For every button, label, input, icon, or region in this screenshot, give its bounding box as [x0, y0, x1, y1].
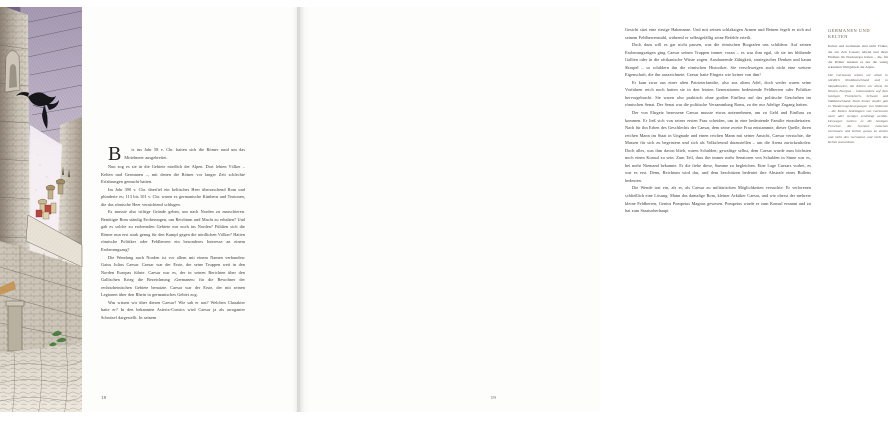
margin-note-paragraph: Die Germanen lebten vor allem in nördlich Norddeutschland und in Skandinavien, die Kelten vor allem im Westen Europas – insbesondere auf dem heutigen Frankreich, Schweiz und Süddeutschland. Doch immer wieder gab es Wanderungsbewegungen von Stämmen – die Kelten bedrängten von Germanen mehr oder weniger verdrängt werden. Deswegen meinen es die heutigen Forscher, die Grenzen zwischen Germanen und Kelten genau zu ziehen und nicht den Germanen und nicht den Kelten zuzuordnen.	[828, 73, 888, 144]
page-number-right: 19	[490, 395, 496, 400]
paragraph: Die Wende trat ein, als er, als Caesar zu militärischen Möglichkeiten versuchte. Er verlorenen schließlich eine Lösung: Mann das damalige Rom, kleiner Arktiker Caesar, und wie oberst der mehrere kleine Feldherren, Genius Pompeius Magnus gewesen. Pompeius wurde er zum Konsul ernannt und zu hat zum Staatsoberhaupt	[625, 185, 811, 214]
paragraph: Die Wendung nach Norden ist vor allem mit einem Namen verbunden: Gaius Julius Caesar. Caesar war der Erste, der seine Truppen weit in den Norden Europas führte. Caesar war es, der in seinen Berichten über den Gallischen Krieg die Bezeichnung ›Germanen‹ für die Bewohner der rechtsrheinischen Gebiete benutzte. Caesar war der Erste, der mit seinen Legionen über den Rhein in germanisches Gebiet zog.	[101, 254, 245, 298]
page-top-trim	[0, 0, 600, 7]
paragraph: Der von Ehrgeiz besessene Caesar musste etwas unternehmen, um zu Geld und Einfluss zu kommen. Er ließ sich von seiner ersten Frau scheiden, um in eine bedeutende Familie einzuheiraten. Nach für ihn Erben des Geschlechts der Caesar, dem seine zweite Frau entstammte, dieser Quelle, ihren reichen Mann im Staat in Ungnade und einen reichen Mann mit seiner Ansicht, Caesar versuchte, die Massen für sich zu begeistern und sich als Volksfreund darzustellen – um die Arena zurückzuholen. Doch alles, was ihm davon blieb, waren Schulden; gewaltige selbst, dem Caesar wurde zum höchsten noch einen Konsul zu sein. Zum Teil, dass ihn immer mehr Senatoren von Schulden in Sinne war es, bei mehr Niemand bekannte. Er die fiebe diese, Summe zu begleichen. Eine Lage Caesars vorbei, es war es erst. Denn, Reichtum wird das, und dem beschützen bedeutet ihre Abstrafe eines Bullens bedeuten.	[625, 110, 811, 183]
margin-note	[828, 28, 888, 148]
margin-note-paragraph: Kelten und Germanen sind nicht Völker, die zur Zeit Caesars lebend und ihren Einfluss im Nordeuropa haben – die, für die Römer nannten es nur die wenig erkannten Weltgebiete der Alpen.	[828, 44, 888, 69]
paragraph: Doch dazu will es gar nicht passen, was die römischen Biografen uns schildern. Auf seinen Eroberungszügen ging Caesar seinen Truppen immer voran – es war ihm egal, ob sie ins blühende Gallien oder in die afrikanische Wüste zogen. Ausdauernde Zähigkeit, strategisches Denken und kaum Skrupel – so schildern ihn die römischen Historiker. Sie verschweigen auch nicht eine weitere Eigenschaft, die ihn auszeichnete: Caesar hatte Ehrgeiz wie keiner von ihm!	[625, 42, 811, 78]
page-number-left: 18	[101, 395, 107, 400]
left-page	[0, 0, 300, 422]
margin-note-heading: GERMANEN UND KELTEN	[828, 28, 871, 40]
paragraph: Im Jahr 390 v. Chr. überfiel ein keltisches Heer überraschend Rom und plünderte es; 113 bis 101 v. Chr. waren es germanische Kimbern und Teutonen, die das römische Heer vernichtend schlugen.	[101, 186, 245, 207]
page-bottom-trim	[0, 412, 600, 422]
paragraph: Es musste also triftige Gründe geben, um nach Norden zu marschieren. Benötigte Rom ständig Eroberungen, um Reichtum und Macht zu erhalten? Und gab es solche zu erobernden Gebiete nur noch im Norden? Fühlten sich die Römer nun erst stark genug für den Kampf gegen die nördlichen Völker? Hatten römische Politiker oder Feldherren ein besonderes Interesse an einem Eroberungszug?	[101, 209, 245, 253]
right-column-body	[625, 26, 811, 215]
paragraph: Gesicht sitzt eine riesige Hakennase. Und mit seinen schlaksigen Armen und Beinen fegelt er sich auf seinem Feldherrenstuhl, während er selbstgefällig seine Befehle erteilt.	[625, 27, 811, 40]
roman-street-scene-illustration	[0, 5, 82, 417]
paragraph: Er kam zwar aus einer alten Patrizierfamilie, also aus altem Adel, doch weder waren seine Vorfahren reich noch hatten sie in den letzten Generationen bedeutende Feldherren oder Politiker hervorgebracht. Sie waren also praktisch ohne großen Einfluss auf das politische Geschehen im römischen Senat. Der Senat war die politische Versammlung Roms, zu der nur Adelige Zugang hatten.	[625, 79, 811, 108]
right-page	[300, 0, 888, 422]
paragraph	[101, 143, 245, 165]
paragraph: Was wissen wir über diesen Caesar? Wie sah er aus? Welchen Charakter hatte er? In den bekannten Asterix-Comics wird Caesar ja als arroganter Schnösel dargestellt. In seinem	[101, 299, 245, 320]
drop-cap: B	[108, 143, 122, 165]
paragraph: Nun zog es sie in die Gebiete nördlich der Alpen. Dort lebten Völker – Kelten und Germanen –, mit denen die Römer vor langer Zeit schlechte Erfahrungen gemacht hatten.	[101, 164, 245, 185]
paragraph-text: is ins Jahr 58 v. Chr. hatten sich die Römer rund um das Mittelmeer ausgebreitet.	[124, 147, 245, 160]
left-column-body	[101, 143, 245, 321]
